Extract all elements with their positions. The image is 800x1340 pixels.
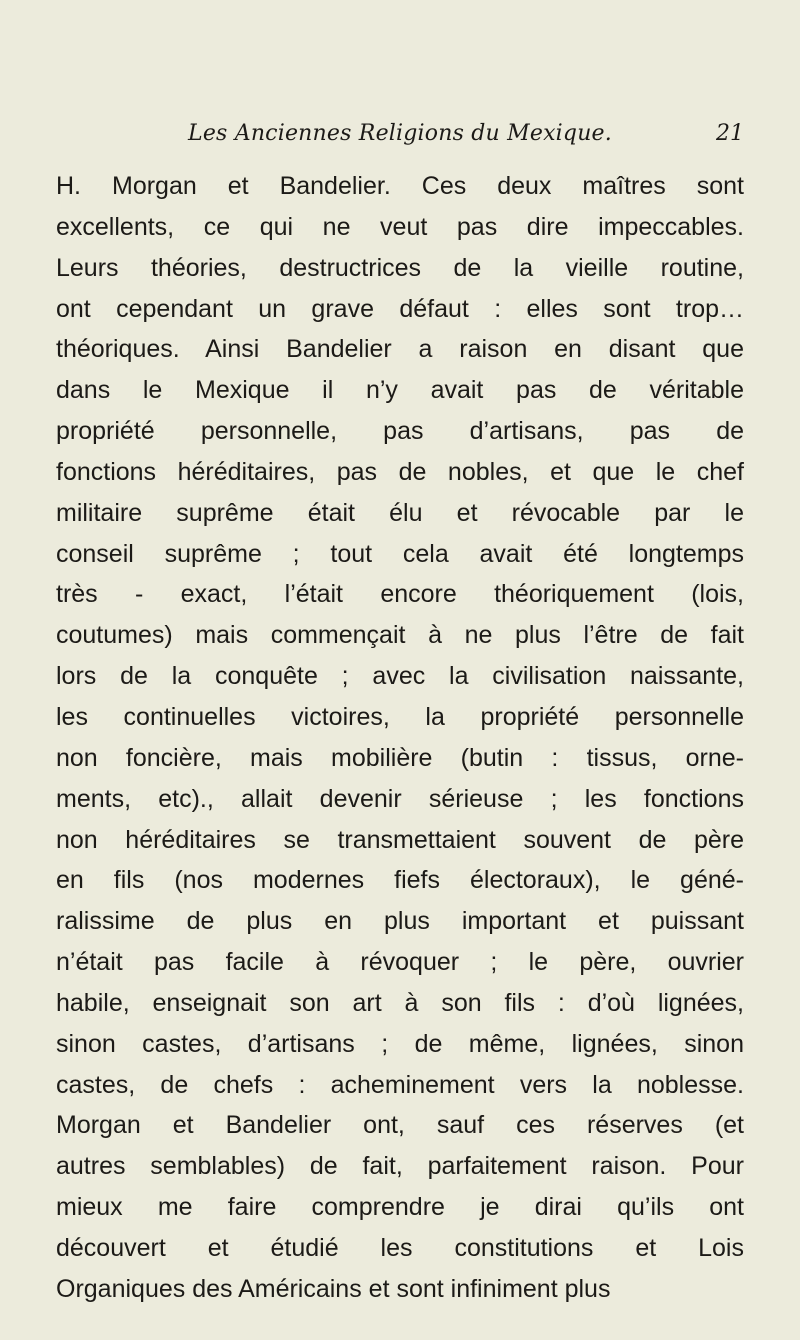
text-line: lors de la conquête ; avec la civilisation naissante, <box>56 662 744 691</box>
running-head-title: Les Anciennes Religions du Mexique. <box>188 121 612 146</box>
text-line: n’était pas facile à révoquer ; le père, ouvrier <box>56 948 744 977</box>
text-line: coutumes) mais commençait à ne plus l’être de fait <box>56 621 744 650</box>
text-line: non héréditaires se transmettaient souvent de père <box>56 825 744 854</box>
text-line: très - exact, l’était encore théoriquement (lois, <box>56 580 744 609</box>
text-line: conseil suprême ; tout cela avait été longtemps <box>56 539 744 568</box>
text-line: sinon castes, d’artisans ; de même, lignées, sinon <box>56 1029 744 1058</box>
text-line: Organiques des Américains et sont infiniment plus <box>56 1274 611 1303</box>
text-line: propriété personnelle, pas d’artisans, pas de <box>56 417 744 446</box>
text-line: mieux me faire comprendre je dirai qu’ils ont <box>56 1193 744 1222</box>
text-line: ralissime de plus en plus important et puissant <box>56 907 744 936</box>
text-line: ont cependant un grave défaut : elles sont trop… <box>56 294 744 323</box>
text-line: militaire suprême était élu et révocable par le <box>56 498 744 527</box>
text-line: dans le Mexique il n’y avait pas de véritable <box>56 376 744 405</box>
text-line: castes, de chefs : acheminement vers la noblesse. <box>56 1070 744 1099</box>
text-line: non foncière, mais mobilière (butin : tissus, orne- <box>56 743 744 772</box>
text-line: ments, etc)., allait devenir sérieuse ; les fonctions <box>56 784 744 813</box>
text-line: Morgan et Bandelier ont, sauf ces réserves (et <box>56 1111 744 1140</box>
text-line: les continuelles victoires, la propriété personnelle <box>56 702 744 731</box>
body-text <box>56 166 744 1310</box>
text-line: Leurs théories, destructrices de la vieille routine, <box>56 253 744 282</box>
text-line: fonctions héréditaires, pas de nobles, et que le chef <box>56 457 744 486</box>
text-line: habile, enseignait son art à son fils : d’où lignées, <box>56 988 744 1017</box>
text-line: en fils (nos modernes fiefs électoraux), le géné- <box>56 866 744 895</box>
page-number: 21 <box>716 121 744 146</box>
text-line: autres semblables) de fait, parfaitement raison. Pour <box>56 1152 744 1181</box>
text-line: théoriques. Ainsi Bandelier a raison en disant que <box>56 335 744 364</box>
text-line: découvert et étudié les constitutions et Lois <box>56 1233 744 1262</box>
page-header <box>0 121 800 157</box>
text-line: excellents, ce qui ne veut pas dire impeccables. <box>56 212 744 241</box>
text-line: H. Morgan et Bandelier. Ces deux maîtres sont <box>56 172 744 200</box>
